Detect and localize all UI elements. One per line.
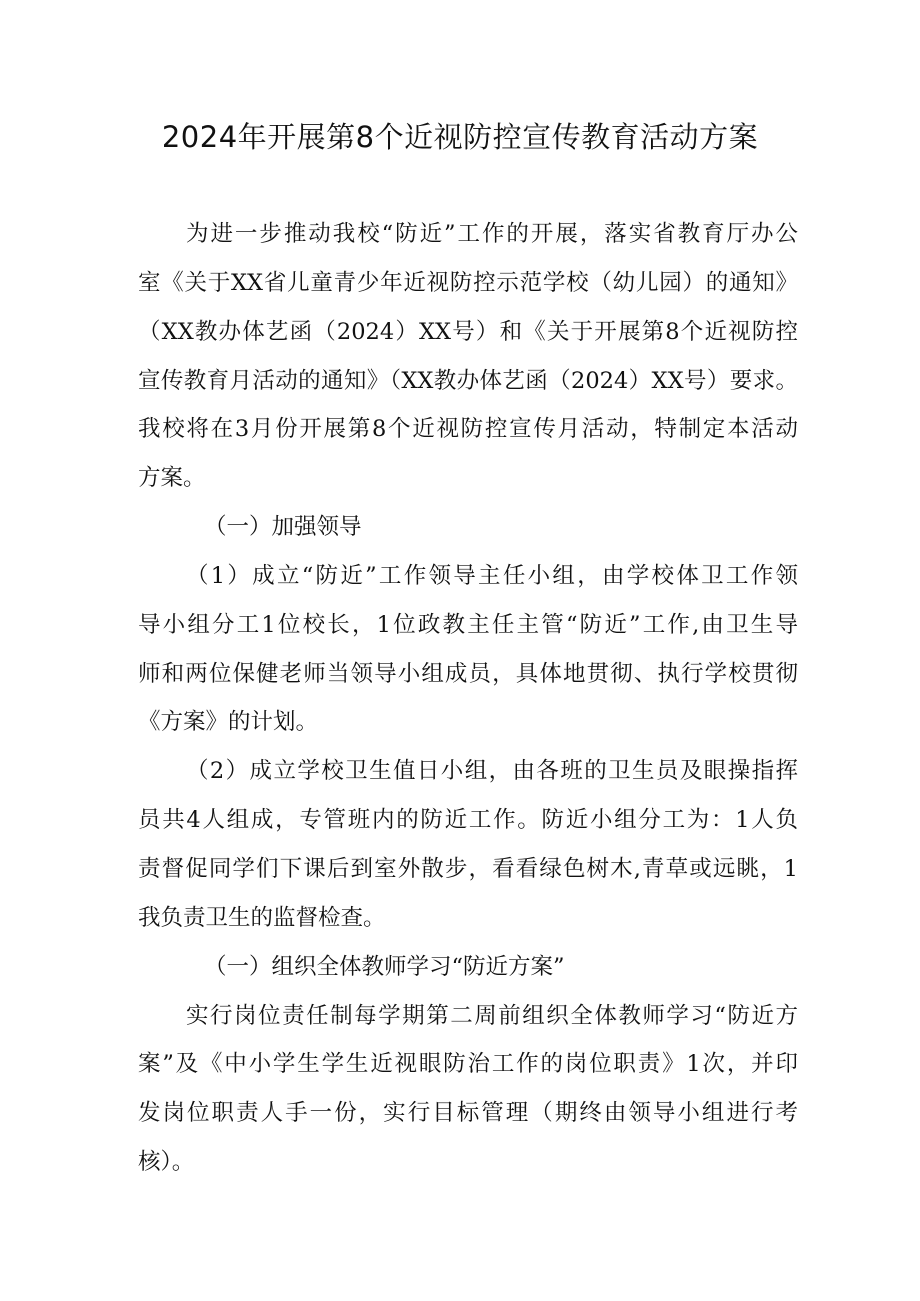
item-2-line: 责督促同学们下课后到室外散步，看看绿色树木,青草或远眺，1	[138, 856, 798, 882]
intro-line: 宣传教育月活动的通知》（XX教办体艺函（2024）XX号）要求。	[138, 368, 798, 394]
section-2-line: 发岗位职责人手一份，实行目标管理（期终由领导小组进行考	[138, 1100, 798, 1126]
item-1-line: 师和两位保健老师当领导小组成员，具体地贯彻、执行学校贯彻	[138, 661, 798, 687]
item-1-line: 《方案》的计划。	[138, 709, 319, 735]
intro-line: 方案。	[138, 465, 206, 491]
section-heading-leadership: （一）加强领导	[204, 514, 362, 540]
section-2-line: 核）。	[138, 1149, 195, 1175]
item-1-line: （1）成立“防近”工作领导主任小组，由学校体卫工作领	[186, 563, 798, 589]
intro-line: 室《关于XX省儿童青少年近视防控示范学校（幼儿园）的通知》	[138, 270, 798, 296]
section-2-line: 案”及《中小学生学生近视眼防治工作的岗位职责》1次，并印	[138, 1051, 798, 1077]
item-2-line: （2）成立学校卫生值日小组，由各班的卫生员及眼操指挥	[186, 758, 798, 784]
item-2-line: 我负责卫生的监督检查。	[138, 905, 386, 931]
intro-line: 我校将在3月份开展第8个近视防控宣传月活动，特制定本活动	[138, 416, 798, 442]
document-title: 2024年开展第8个近视防控宣传教育活动方案	[161, 120, 759, 154]
item-2-line: 员共4人组成，专管班内的防近工作。防近小组分工为：1人负	[138, 807, 798, 833]
intro-line: 为进一步推动我校“防近”工作的开展，落实省教育厅办公	[186, 221, 798, 247]
intro-line: （XX教办体艺函（2024）XX号）和《关于开展第8个近视防控	[138, 319, 798, 345]
item-1-line: 导小组分工1位校长，1位政教主任主管“防近”工作,由卫生导	[138, 612, 798, 638]
section-heading-teacher-study: （一）组织全体教师学习“防近方案”	[204, 954, 565, 980]
section-2-line: 实行岗位责任制每学期第二周前组织全体教师学习“防近方	[186, 1003, 798, 1029]
